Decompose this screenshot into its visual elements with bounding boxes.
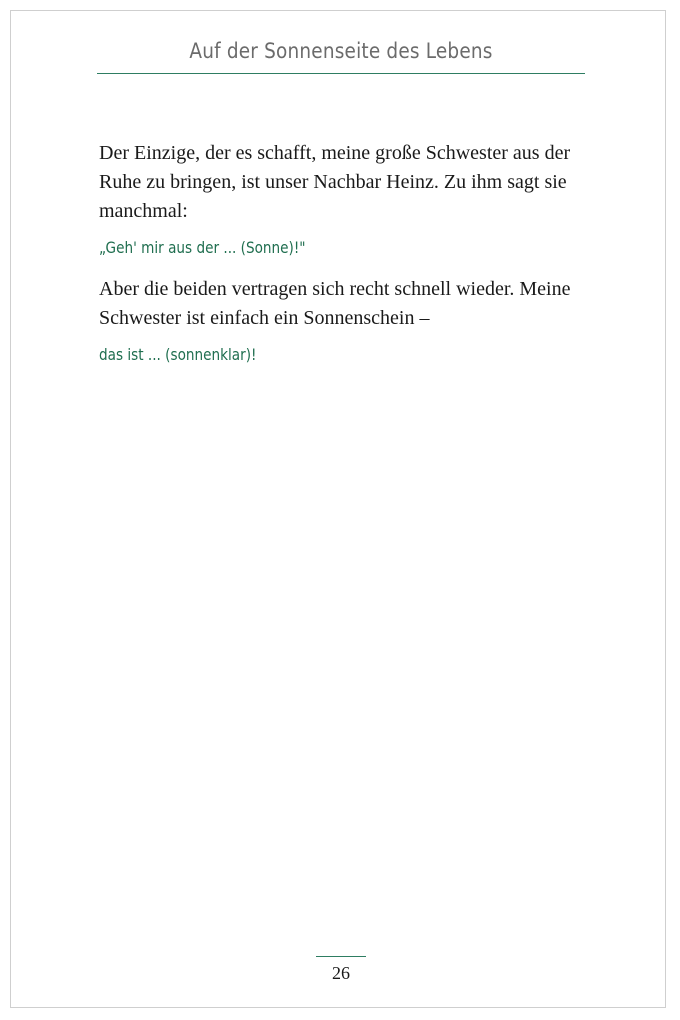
paragraph-1: Der Einzige, der es schafft, meine große Schwester aus der Ruhe zu bringen, ist unser Nachbar Heinz. Zu ihm sagt sie manchmal:	[99, 142, 571, 222]
page-content	[99, 139, 585, 364]
footer-divider	[316, 956, 366, 957]
quote-2: das ist ... (sonnenklar)!	[99, 345, 257, 364]
paragraph-2: Aber die beiden vertragen sich recht schnell wieder. Meine Schwester ist einfach ein Sonnenschein –	[99, 278, 571, 329]
book-page	[10, 10, 666, 1008]
running-header-title: Auf der Sonnenseite des Lebens	[189, 39, 493, 63]
header-divider	[97, 73, 585, 74]
page-number: 26	[332, 963, 350, 983]
quote-1: „Geh' mir aus der ... (Sonne)!"	[99, 238, 306, 257]
